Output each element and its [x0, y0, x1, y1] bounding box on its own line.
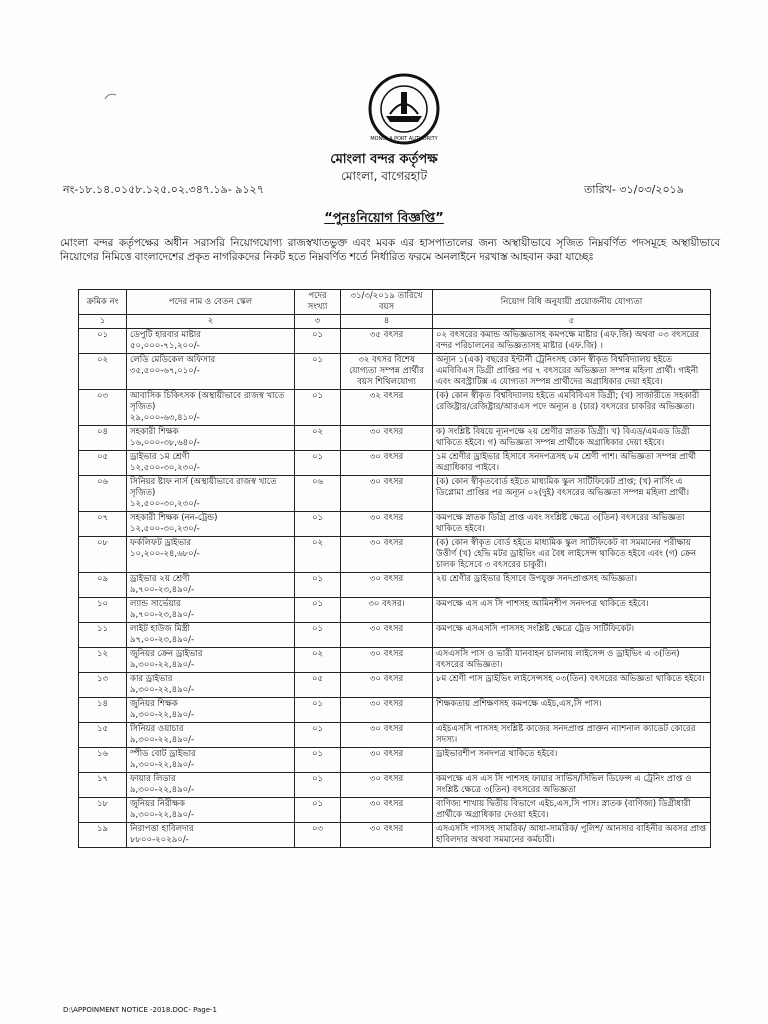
age-limit: ৩০ বৎসর: [369, 774, 404, 784]
qualification-cell: [433, 354, 711, 390]
table-row: [79, 673, 711, 698]
pay-scale: ৫০,০০০-৭১,২০০/-: [130, 341, 200, 351]
svg-text:MONGLA PORT AUTHORITY: MONGLA PORT AUTHORITY: [370, 136, 438, 142]
qualification-text: ১ম শ্রেণীর ড্রাইভার হিসাবে সনদপত্রসহ ৮ম শ্রেণী পাশ। অভিজ্ঞতা সম্পন্ন প্রার্থী অগ্রাধিকার পাইবে।: [436, 452, 697, 473]
age-cell: [341, 798, 433, 823]
post-name: সহকারী শিক্ষক (নন-ট্রেন্ড): [130, 513, 218, 523]
post-cell: [127, 698, 295, 723]
serial-cell: [79, 773, 127, 798]
age-limit: ৩০ বৎসর: [369, 699, 404, 709]
post-cell: [127, 773, 295, 798]
qualification-text: (ক) কোন স্বীকৃত বিশ্ববিদ্যালয় হইতে এমবিবিএস ডিগ্রী; (খ) সার্জারীতে সহকারী রেজিষ্ট্রার/রেজিষ্ট্রার/আরএস পদে অন্যূন ৪ (চার) বৎসরের চাকরির অভিজ্ঞতা।: [436, 391, 700, 412]
count-cell: [295, 451, 341, 476]
post-cell: [127, 648, 295, 673]
count-cell: [295, 723, 341, 748]
table-row: [79, 354, 711, 390]
table-header-row: [79, 290, 711, 315]
serial: ০৭: [96, 513, 109, 523]
age-cell: [341, 451, 433, 476]
age-cell: [341, 823, 433, 848]
post-cell: [127, 823, 295, 848]
age-cell: [341, 426, 433, 451]
table-row: [79, 329, 711, 354]
header-age: ৩১/৩/২০১৯ তারিখে বয়স: [341, 290, 433, 315]
serial-cell: [79, 598, 127, 623]
post-cell: [127, 354, 295, 390]
age-limit: ৩০ বৎসর: [369, 452, 404, 462]
qualification-text: (ক) কোন স্বীকৃত বোর্ড হইতে মাধ্যমিক স্কুল সার্টিফিকেট বা সমমানের পরীক্ষায় উত্তীর্ণ (খ) হেভি মটর ড্রাইভিং এর বৈধ লাইসেন্স থাকিতে হইবে এবং (গ) ক্রেন চালক হিসেবে ৩ বৎসরের চাকুরী।: [436, 538, 697, 570]
serial: ১৩: [96, 674, 109, 684]
table-row: [79, 476, 711, 512]
age-cell: [341, 390, 433, 426]
count-cell: [295, 748, 341, 773]
serial-cell: [79, 451, 127, 476]
serial: ০১: [96, 330, 109, 340]
qualification-text: ৮ম শ্রেণী পাস ড্রাইভিং লাইসেন্সসহ ০৩(তিন) বৎসরের অভিজ্ঞতা থাকিতে হইবে।: [436, 674, 705, 684]
table-row: [79, 823, 711, 848]
qualification-text: বাণিজ্য শাখায় দ্বিতীয় বিভাগে এইচ,এস,সি পাস। স্নাতক (বাণিজ্য) ডিগ্রীধারী প্রার্থীকে অগ্রাধিকার দেওয়া হইবে।: [436, 799, 691, 820]
post-name: লেডি মেডিকেল অফিসার: [130, 355, 216, 365]
pay-scale: ৯,৭০০-২৩,৪৯০/-: [130, 585, 195, 595]
post-count: ০১: [311, 599, 324, 609]
post-name: জুনিয়র শিক্ষক: [130, 699, 178, 709]
qualification-text: কমপক্ষে এস এস সি পাশসহ ফায়ার সার্ভিস/সিভিল ডিফেন্স এ ট্রেনিং প্রাপ্ত ও সংশ্লিষ্ট ক্ষেত্রে ৩(তিন) বৎসরের অভিজ্ঞতা: [436, 774, 692, 795]
qualification-text: কমপক্ষে এসএসসি পাসসহ সংশ্লিষ্ট ক্ষেত্রে ট্রেড সার্টিফিকেট।: [436, 624, 634, 634]
serial-cell: [79, 648, 127, 673]
post-count: ০২: [311, 538, 324, 548]
table-row: [79, 573, 711, 598]
qualification-text: এইচএসসি পাসসহ সংশ্লিষ্ট কাজের সনদপ্রাপ্ত প্রাক্তন ন্যাশনাল ক্যাডেট কোরের সদস্য।: [436, 724, 696, 745]
qualification-cell: [433, 823, 711, 848]
pay-scale: ৯৭,০০-২৩,৪৯০/-: [130, 635, 195, 645]
pay-scale: ১০,২০০-২৪,৬৮০/-: [130, 549, 200, 559]
pay-scale: ৯,৩০০-২২,৪৯০/-: [130, 710, 195, 720]
serial-cell: [79, 723, 127, 748]
table-row: [79, 648, 711, 673]
post-cell: [127, 798, 295, 823]
serial-cell: [79, 748, 127, 773]
count-cell: [295, 623, 341, 648]
serial: ০৪: [96, 427, 109, 437]
qualification-cell: [433, 451, 711, 476]
serial: ০৬: [96, 477, 109, 487]
post-cell: [127, 426, 295, 451]
post-name: সিনিয়র ওয়াচার: [130, 724, 184, 734]
qualification-text: শিক্ষকতায় প্রশিক্ষণসহ কমপক্ষে এইচ,এস,সি পাস।: [436, 699, 602, 709]
post-name: কার ড্রাইভার: [130, 674, 173, 684]
qualification-cell: [433, 426, 711, 451]
age-limit: ৩০ বৎসর: [369, 477, 404, 487]
post-cell: [127, 512, 295, 537]
count-cell: [295, 329, 341, 354]
post-name: জুনিয়র ক্রেন ড্রাইভার: [130, 649, 203, 659]
count-cell: [295, 476, 341, 512]
age-cell: [341, 723, 433, 748]
qualification-text: ড্রাইভারশীপ সনদপত্র থাকিতে হইবে।: [436, 749, 558, 759]
qualification-cell: [433, 673, 711, 698]
age-cell: [341, 773, 433, 798]
serial-cell: [79, 354, 127, 390]
qualification-text: ২য় শ্রেণীর ড্রাইভার হিসাবে উপযুক্ত সনদপ্রাপ্তসহ অভিজ্ঞতা।: [436, 574, 638, 584]
table-row: [79, 773, 711, 798]
serial-cell: [79, 512, 127, 537]
post-count: ০৬: [311, 477, 324, 487]
serial-cell: [79, 573, 127, 598]
age-cell: [341, 537, 433, 573]
serial: ১৪: [96, 699, 109, 709]
pay-scale: ১২,৫০০-৩০,২৩০/-: [130, 499, 200, 509]
qualification-cell: [433, 573, 711, 598]
qualification-cell: [433, 623, 711, 648]
post-count: ০১: [311, 330, 324, 340]
age-limit: ৩০ বৎসর: [369, 674, 404, 684]
post-name: ফায়ার লিডার: [130, 774, 176, 784]
age-limit: ৩২ বৎসর: [369, 391, 404, 401]
age-limit: ৩০ বৎসর: [369, 649, 404, 659]
table-row: [79, 623, 711, 648]
age-cell: [341, 329, 433, 354]
age-limit: ৩২ বৎসর বিশেষ যোগ্যতা সম্পন্ন প্রার্থীর বয়স শিথিলযোগ্য: [349, 355, 424, 387]
column-number: ২: [127, 315, 295, 329]
qualification-text: কমপক্ষে এস এস সি পাশসহ আমিনশীপ সনদপত্র থাকিতে হইবে।: [436, 599, 649, 609]
post-name: জুনিয়র নিরীক্ষক: [130, 799, 185, 809]
post-name: সহকারী শিক্ষক: [130, 427, 179, 437]
qualification-cell: [433, 748, 711, 773]
table-row: [79, 390, 711, 426]
port-authority-logo: [364, 72, 444, 146]
serial: ১৮: [96, 799, 109, 809]
serial-cell: [79, 798, 127, 823]
post-cell: [127, 390, 295, 426]
count-cell: [295, 390, 341, 426]
notice-intro: মোংলা বন্দর কর্তৃপক্ষের অধীন সরাসরি নিয়োগযোগ্য রাজস্বখাতভুক্ত এবং মবক এর হাসপাতালের জন্য অস্থায়ীভাবে সৃজিত নিম্নবর্ণিত পদসমূহে অস্থায়ীভাবে নিয়োগের নিমিত্তে বাংলাদেশের প্রকৃত নাগরিকদের নিকট হতে নিম্নবর্ণিত শর্তে নির্ধারিত ফরমে অনলাইনে দরখাস্ত আহবান করা যাচ্ছেঃ: [60, 237, 720, 263]
serial-cell: [79, 390, 127, 426]
age-limit: ৩০ বৎসর: [369, 624, 404, 634]
pay-scale: ৯,৩০০-২২,৪৯০/-: [130, 685, 195, 695]
post-cell: [127, 598, 295, 623]
age-cell: [341, 698, 433, 723]
pay-scale: ৯,৩০০-২২,৪৯০/-: [130, 810, 195, 820]
count-cell: [295, 773, 341, 798]
age-limit: ৩০ বৎসর: [369, 427, 404, 437]
qualification-cell: [433, 648, 711, 673]
serial: ১৯: [96, 824, 109, 834]
post-count: ০১: [311, 774, 324, 784]
post-count: ০৩: [311, 824, 324, 834]
qualification-cell: [433, 512, 711, 537]
column-number: ৩: [295, 315, 341, 329]
post-cell: [127, 673, 295, 698]
footer-file-path: D:\APPOINMENT NOTICE -2018.DOC- Page-1: [63, 1006, 217, 1014]
age-limit: ৩০ বৎসর: [369, 724, 404, 734]
pay-scale: ৯,৭০০-২৩,৪৯০/-: [130, 610, 195, 620]
serial: ০৮: [96, 538, 109, 548]
count-cell: [295, 573, 341, 598]
age-cell: [341, 573, 433, 598]
serial: ০৩: [96, 391, 109, 401]
serial-cell: [79, 698, 127, 723]
count-cell: [295, 354, 341, 390]
post-name: ডেপুটি হারবার মাষ্টার: [130, 330, 201, 340]
post-cell: [127, 451, 295, 476]
table-body: [79, 329, 711, 848]
qualification-cell: [433, 773, 711, 798]
serial: ০৯: [96, 574, 109, 584]
column-number-row: [79, 315, 711, 329]
memo-number: নং-১৮.১৪.০১৫৮.১২৫.০২.৩৪৭.১৯- ৯১২৭: [63, 183, 264, 196]
qualification-cell: [433, 698, 711, 723]
pay-scale: ৯,৩০০-২২,৪৯০/-: [130, 760, 195, 770]
serial-cell: [79, 476, 127, 512]
age-limit: ৩০ বৎসর: [369, 513, 404, 523]
post-count: ০৫: [311, 674, 324, 684]
age-cell: [341, 512, 433, 537]
qualification-text: ক) সংশ্লিষ্ট বিষয়ে ন্যূনপক্ষে ২য় শ্রেণীর স্নাতক ডিগ্রী। খ) বিএড/এমএড ডিগ্রী থাকিতে হইবে। গ) অভিজ্ঞতা সম্পন্ন প্রার্থীকে অগ্রাধিকার দেয়া হইবে।: [436, 427, 690, 448]
header-post: পদের নাম ও বেতন স্কেল: [127, 290, 295, 315]
post-count: ০১: [311, 799, 324, 809]
count-cell: [295, 648, 341, 673]
header-count: পদের সংখ্যা: [295, 290, 341, 315]
qualification-cell: [433, 537, 711, 573]
post-count: ০১: [311, 749, 324, 759]
pay-scale: ৩৫,৫০০-৬৭,০১০/-: [130, 366, 200, 376]
post-cell: [127, 723, 295, 748]
qualification-text: ০২ বৎসরের কমান্ড অভিজ্ঞতাসহ কমপক্ষে মাষ্টার (এফ.জি) অথবা ০৩ বৎসরের বন্দর পরিচালনের অভিজ্ঞতাসহ মাষ্টার (এফ.জি) ।: [436, 330, 700, 351]
post-name: ড্রাইভার ২য় শ্রেণী: [130, 574, 190, 584]
qualification-cell: [433, 598, 711, 623]
serial-cell: [79, 537, 127, 573]
table-row: [79, 723, 711, 748]
post-count: ০১: [311, 624, 324, 634]
post-name: নিরাপত্তা হাবিলদার: [130, 824, 194, 834]
post-count: ০২: [311, 427, 324, 437]
column-number: ১: [79, 315, 127, 329]
pen-mark-icon: [104, 86, 118, 96]
qualification-cell: [433, 329, 711, 354]
serial-cell: [79, 673, 127, 698]
serial-cell: [79, 329, 127, 354]
serial-cell: [79, 426, 127, 451]
serial: ০৫: [96, 452, 109, 462]
count-cell: [295, 698, 341, 723]
notice-date: তারিখ- ৩১/০৩/২০১৯: [584, 183, 684, 196]
age-cell: [341, 354, 433, 390]
header-serial: ক্রমিক নং: [79, 290, 127, 315]
post-count: ০১: [311, 452, 324, 462]
qualification-cell: [433, 723, 711, 748]
qualification-text: এসএসসি পাসসহ সামরিক/ আধা-সামরিক/ পুলিশ/ আনসার বাহিনীর অবসর প্রাপ্ত হাবিলদার অথবা সমমানের কর্মচারী।: [436, 824, 707, 845]
count-cell: [295, 823, 341, 848]
table-row: [79, 598, 711, 623]
age-cell: [341, 598, 433, 623]
serial: ১৭: [96, 774, 109, 784]
table-row: [79, 698, 711, 723]
table-row: [79, 426, 711, 451]
post-count: ০১: [311, 391, 324, 401]
pay-scale: ১২,৫০০-৩০,২৩০/-: [130, 463, 200, 473]
qualification-cell: [433, 798, 711, 823]
post-cell: [127, 623, 295, 648]
post-name: স্পীড বোট ড্রাইভার: [130, 749, 196, 759]
table-row: [79, 512, 711, 537]
age-limit: ৩০ বৎসর: [369, 538, 404, 548]
post-count: ০১: [311, 574, 324, 584]
post-cell: [127, 537, 295, 573]
post-cell: [127, 573, 295, 598]
table-row: [79, 748, 711, 773]
pay-scale: ৯,৩০০-২২,৪৯০/-: [130, 735, 195, 745]
pay-scale: ১৬,০০০-৩৮,৬৪০/-: [130, 438, 200, 448]
post-count: ০২: [311, 649, 324, 659]
post-cell: [127, 476, 295, 512]
post-name: ফর্কলিফট ড্রাইভার: [130, 538, 192, 548]
count-cell: [295, 512, 341, 537]
qualification-cell: [433, 476, 711, 512]
post-cell: [127, 329, 295, 354]
post-count: ০১: [311, 724, 324, 734]
table-row: [79, 798, 711, 823]
age-limit: ৩০ বৎসর: [369, 749, 404, 759]
age-limit: ৩০ বৎসর: [369, 799, 404, 809]
serial-cell: [79, 823, 127, 848]
post-name: ল্যান্ড সার্ভেয়ার: [130, 599, 181, 609]
count-cell: [295, 798, 341, 823]
post-cell: [127, 748, 295, 773]
post-name: ড্রাইভার ১ম শ্রেণী: [130, 452, 190, 462]
serial: ১১: [96, 624, 109, 634]
age-cell: [341, 748, 433, 773]
post-count: ০১: [311, 513, 324, 523]
post-name: সিনিয়র ষ্টাফ নার্স (অস্থায়ীভাবে রাজস্ব খাতে সৃজিত): [130, 477, 277, 498]
count-cell: [295, 537, 341, 573]
pay-scale: ২৯,০০০-৬৩,৪১০/-: [130, 413, 200, 423]
count-cell: [295, 673, 341, 698]
age-limit: ৩০ বৎসর।: [368, 599, 405, 609]
count-cell: [295, 598, 341, 623]
count-cell: [295, 426, 341, 451]
vacancy-table: [78, 289, 711, 848]
pay-scale: ১২,৫০০-৩০,২৩০/-: [130, 524, 200, 534]
qualification-text: (ক) কোন স্বীকৃতবোর্ড হইতে মাধ্যমিক স্কুল সার্টিফিকেট প্রাপ্ত; (খ) নার্সিং এ ডিপ্লোমা প্রাপ্তির পর অন্যূন ০২(দুই) বৎসরের অভিজ্ঞতা সম্পন্ন মহিলা প্রার্থী।: [436, 477, 690, 498]
post-count: ০১: [311, 699, 324, 709]
table-row: [79, 451, 711, 476]
post-name: লাইট হাউজ মিস্ত্রী: [130, 624, 190, 634]
post-count: ০১: [311, 355, 324, 365]
serial: ১৬: [96, 749, 109, 759]
serial: ১২: [96, 649, 109, 659]
serial: ১০: [96, 599, 109, 609]
age-limit: ৩০ বৎসর: [369, 574, 404, 584]
qualification-text: অন্যূন ১(এক) বছরের ইন্টার্নী ট্রেনিংসহ কোন স্বীকৃত বিশ্ববিদ্যালয় হইতে এমবিবিএস ডিগ্রী প্রাপ্তির পর ৭ বৎসরের অভিজ্ঞতা সম্পন্ন মহিলা প্রার্থী। গাইনী এবং অবস্ট্রাটিক্স এ যোগ্যতা সম্পন্ন প্রার্থীদের অগ্রাধিকার দেয়া হইবে।: [436, 355, 699, 387]
column-number: ৪: [341, 315, 433, 329]
header-qualification: নিয়োগ বিধি অনুযায়ী প্রয়োজনীয় যোগ্যতা: [433, 290, 711, 315]
qualification-text: কমপক্ষে স্নাতক ডিগ্রি প্রাপ্ত এবং সংশ্লিষ্ট ক্ষেত্রে ৩(তিন) বৎসরের অভিজ্ঞতা থাকিতে হইবে।: [436, 513, 685, 534]
notice-title: “পুনঃনিয়োগ বিজ্ঞপ্তি”: [324, 211, 444, 226]
age-cell: [341, 673, 433, 698]
age-cell: [341, 476, 433, 512]
post-name: আবাসিক চিকিৎসক (অস্থায়ীভাবে রাজস্ব খাতে সৃজিত): [130, 391, 285, 412]
organization-location: মোংলা, বাগেরহাট: [341, 169, 427, 183]
serial-cell: [79, 623, 127, 648]
qualification-cell: [433, 390, 711, 426]
qualification-text: এসএসসি পাস ও ভারী যানবাহন চালনায় লাইসেন্স ও ড্রাইভিং এ ৩(তিন) বৎসরের অভিজ্ঞতা।: [436, 649, 680, 670]
age-limit: ৩৫ বৎসর: [369, 330, 404, 340]
organization-name: মোংলা বন্দর কর্তৃপক্ষ: [330, 152, 438, 167]
serial: ১৫: [96, 724, 109, 734]
age-cell: [341, 623, 433, 648]
pay-scale: ৮৮০০-২০২৯০/-: [130, 835, 189, 845]
age-cell: [341, 648, 433, 673]
pay-scale: ৯,৩০০-২২,৪৯০/-: [130, 785, 195, 795]
serial: ০২: [96, 355, 109, 365]
column-number: ৫: [433, 315, 711, 329]
pay-scale: ৯,৩০০-২২,৪৯০/-: [130, 660, 195, 670]
table-row: [79, 537, 711, 573]
age-limit: ৩০ বৎসর: [369, 824, 404, 834]
